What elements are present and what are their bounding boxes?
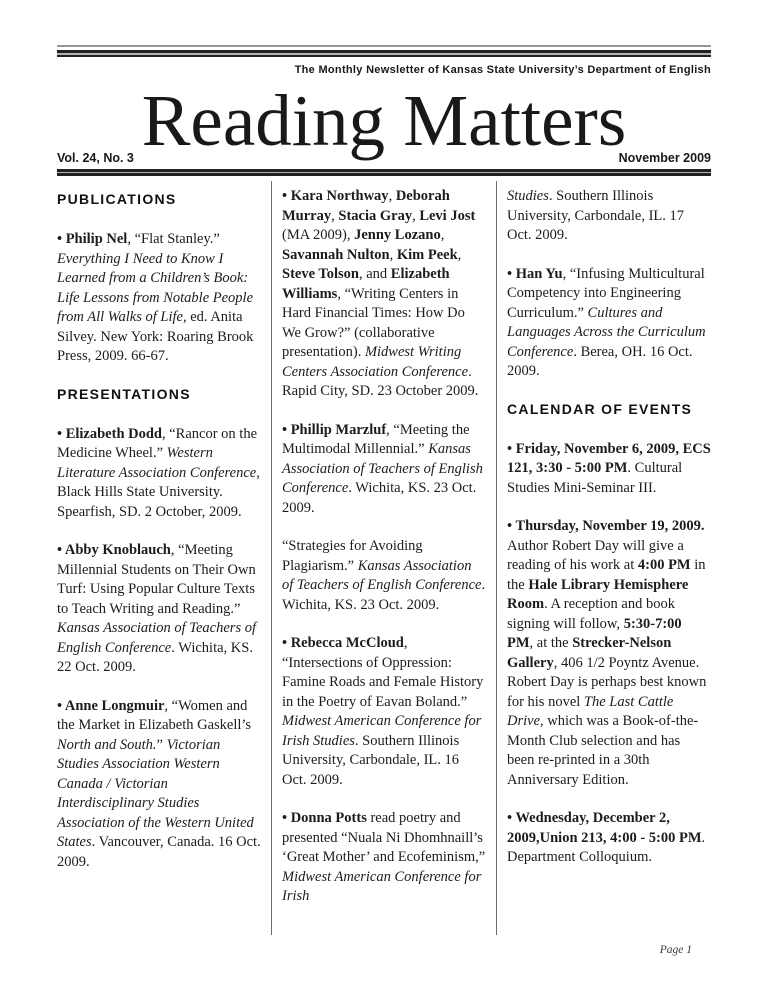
- text-segment: , “Flat Stanley.”: [127, 231, 220, 247]
- text-segment: Everything I Need to Know I Learned from a Children’s Book: Life Lessons from Notable People from All Walks of Life: [57, 250, 254, 325]
- text-segment: Steve Tolson: [282, 266, 359, 282]
- text-segment: . Southern Illinois University, Carbondale, IL. 17 Oct. 2009.: [507, 188, 685, 243]
- text-segment: • Donna Potts: [282, 810, 367, 826]
- text-segment: . Wichita, KS. 23 Oct. 2009.: [282, 480, 477, 516]
- newsletter-item: [507, 265, 711, 382]
- text-segment: Levi Jost: [419, 207, 476, 224]
- text-segment: • Abby Knoblauch: [57, 542, 171, 558]
- text-segment: read poetry and presented “Nuala Ni Dhomhnaill’s ‘Great Mother’ and Ecofeminism,”: [282, 810, 486, 865]
- text-segment: • Friday, November 6, 2009, ECS 121, 3:30 - 5:00 PM: [507, 440, 711, 476]
- text-segment: 5:30-7:00 PM: [507, 615, 682, 651]
- newsletter-item: [57, 425, 261, 523]
- column-right: [497, 181, 711, 935]
- text-segment: Author Robert Day will give a reading of his work at: [507, 537, 684, 573]
- newsletter-title: Reading Matters: [141, 80, 627, 161]
- text-segment: North and South.: [57, 736, 157, 753]
- text-segment: ,: [388, 188, 396, 204]
- text-segment: Deborah Murray: [282, 188, 450, 224]
- column-middle: [271, 181, 497, 935]
- text-segment: Strecker-Nelson Gallery: [507, 635, 672, 671]
- text-segment: • Han Yu: [507, 265, 563, 282]
- text-segment: • Thursday, November 19, 2009.: [507, 518, 705, 534]
- masthead-bottom-rule: [57, 169, 711, 176]
- text-segment: “Strategies for Avoiding Plagiarism.”: [282, 538, 423, 574]
- text-segment: • Elizabeth Dodd: [57, 425, 162, 442]
- text-segment: Studies: [507, 188, 549, 204]
- text-segment: , “Writing Centers in Hard Financial Times: How Do We Grow?” (collaborative presentation).: [282, 285, 465, 360]
- text-segment: Midwest Writing Centers Association Conference: [282, 344, 469, 380]
- text-segment: . A reception and book signing will follow,: [507, 596, 675, 632]
- newsletter-item: [507, 809, 711, 868]
- text-segment: ,: [440, 227, 445, 243]
- text-segment: in the: [507, 557, 706, 593]
- top-double-rule: [57, 45, 711, 57]
- text-segment: . Rapid City, SD. 23 October 2009.: [282, 363, 479, 399]
- text-segment: Hale Library Hemisphere Room: [507, 576, 689, 612]
- text-segment: , at the: [529, 635, 573, 651]
- volume-number: Vol. 24, No. 3: [57, 151, 134, 165]
- newsletter-item: [57, 697, 261, 873]
- text-segment: . Wichita, KS. 22 Oct. 2009.: [57, 639, 253, 675]
- text-segment: . Southern Illinois University, Carbondale, IL. 16 Oct. 2009.: [282, 732, 460, 788]
- text-segment: ,: [389, 246, 397, 263]
- text-segment: Kansas Association of Teachers of English Conference: [282, 441, 483, 496]
- text-segment: 4:00 PM: [637, 557, 691, 573]
- text-segment: Western Literature Association Conference: [57, 445, 257, 481]
- newsletter-item: [282, 809, 486, 907]
- newsletter-item: [282, 634, 486, 790]
- text-segment: , “Intersections of Oppression: Famine Roads and Female History in the Poetry of Eavan Boland.”: [282, 635, 484, 710]
- text-segment: • Wednesday, December 2, 2009,Union 213, 4:00 - 5:00 PM: [507, 810, 702, 846]
- text-segment: Jenny Lozano: [354, 227, 441, 243]
- section-heading: PRESENTATIONS: [57, 385, 191, 402]
- text-segment: • Rebecca McCloud: [282, 635, 404, 651]
- text-segment: , which was a Book-of-the-Month Club selection and has been re-printed in a 30th Anniversary Edition.: [507, 713, 699, 788]
- text-segment: • Kara Northway: [282, 188, 389, 204]
- text-segment: The Last Cattle Drive: [507, 693, 674, 729]
- text-segment: . Department Colloquium.: [507, 829, 706, 865]
- text-segment: . Cultural Studies Mini-Seminar III.: [507, 460, 683, 496]
- text-segment: ,: [412, 207, 420, 224]
- text-segment: Cultures and Languages Across the Curriculum Conference: [507, 304, 706, 360]
- text-segment: , Black Hills State University. Spearfish, SD. 2 October, 2009.: [57, 464, 260, 520]
- text-segment: Kansas Association of Teachers of English Conference: [282, 557, 482, 593]
- text-segment: ,: [457, 246, 462, 263]
- newsletter-tagline: The Monthly Newsletter of Kansas State University’s Department of English: [294, 64, 711, 76]
- text-segment: (MA 2009),: [282, 227, 355, 243]
- newsletter-item: [282, 187, 486, 402]
- text-segment: Midwest American Conference for Irish Studies: [282, 713, 482, 749]
- text-segment: Kim Peek: [396, 246, 458, 263]
- newsletter-item: [282, 537, 486, 615]
- text-segment: , ed. Anita Silvey. New York: Roaring Brook Press, 2009. 66-67.: [57, 309, 254, 364]
- text-segment: , and: [358, 266, 391, 282]
- column-left: [57, 181, 271, 935]
- section-heading: CALENDAR OF EVENTS: [507, 400, 693, 417]
- text-segment: Stacia Gray: [338, 207, 413, 224]
- text-segment: Midwest American Conference for Irish: [282, 868, 482, 904]
- text-segment: , “Meeting the Multimodal Millennial.”: [282, 421, 470, 457]
- newsletter-item: [57, 541, 261, 678]
- issue-date: November 2009: [618, 151, 711, 165]
- text-segment: . Berea, OH. 16 Oct. 2009.: [507, 343, 693, 379]
- text-segment: . Vancouver, Canada. 16 Oct. 2009.: [57, 834, 261, 870]
- text-segment: , “Meeting Millennial Students on Their Own Turf: Using Popular Culture Texts to Teach Writing and Reading.”: [57, 542, 256, 617]
- article-columns: [57, 181, 711, 935]
- page-number: Page 1: [659, 944, 692, 956]
- section-heading: PUBLICATIONS: [57, 191, 177, 207]
- newsletter-item: [282, 421, 486, 519]
- newsletter-item: [57, 230, 261, 367]
- text-segment: ”: [156, 736, 167, 753]
- text-segment: • Phillip Marzluf: [282, 421, 387, 438]
- text-segment: ,: [331, 207, 339, 224]
- text-segment: , 406 1/2 Poyntz Avenue. Robert Day is perhaps best known for his novel: [507, 654, 707, 710]
- newsletter-item: [507, 187, 711, 246]
- text-segment: Kansas Association of Teachers of English Conference: [57, 620, 256, 656]
- text-segment: , “Women and the Market in Elizabeth Gaskell’s: [57, 697, 252, 733]
- text-segment: Victorian Studies Association Western Canada / Victorian Interdisciplinary Studies Association of the Western United States: [57, 736, 254, 850]
- text-segment: • Philip Nel: [57, 231, 128, 247]
- text-segment: Savannah Nulton: [282, 246, 390, 263]
- text-segment: Elizabeth Williams: [282, 266, 450, 302]
- volume-row: [57, 151, 711, 165]
- text-segment: . Wichita, KS. 23 Oct. 2009.: [282, 577, 486, 613]
- text-segment: , “Infusing Multicultural Competency into Engineering Curriculum.”: [507, 265, 705, 321]
- newsletter-item: [507, 440, 711, 499]
- text-segment: , “Rancor on the Medicine Wheel.”: [57, 425, 258, 461]
- newsletter-item: [507, 517, 711, 790]
- text-segment: • Anne Longmuir: [57, 697, 165, 714]
